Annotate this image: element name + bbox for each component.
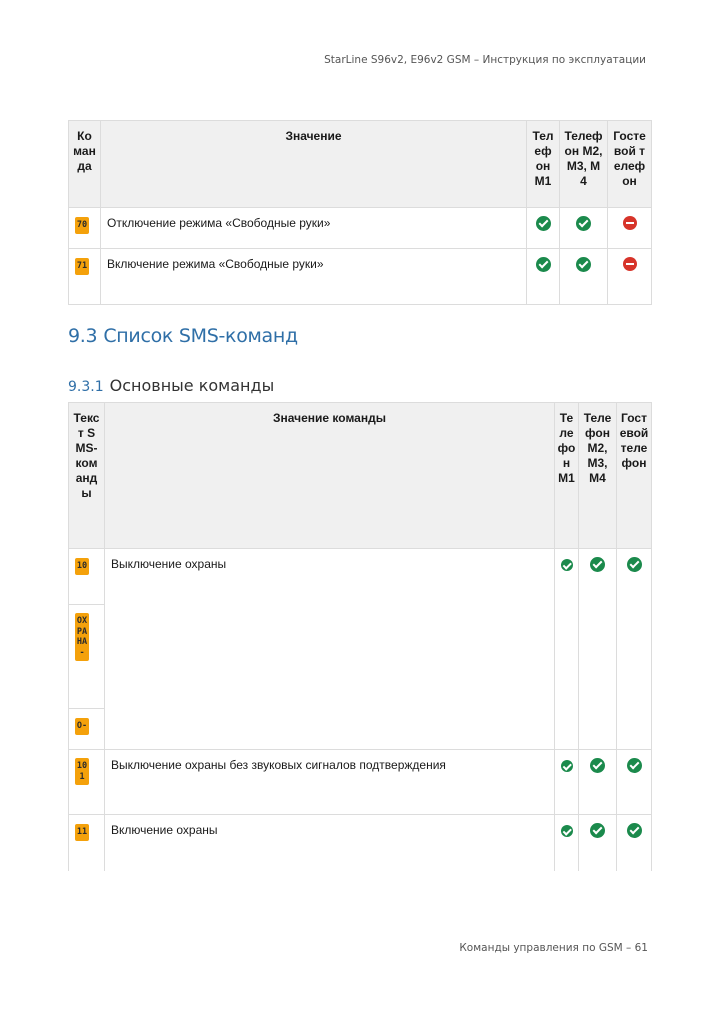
description-cell	[105, 750, 555, 815]
description-cell	[105, 549, 555, 750]
check-circle-icon	[627, 823, 642, 838]
minus-circle-icon	[623, 216, 637, 230]
command-cell	[69, 249, 101, 305]
check-circle-icon	[590, 823, 605, 838]
command-description: Включение режима «Свободные руки»	[107, 257, 324, 271]
table-row	[69, 815, 652, 871]
command-description: Выключение охраны без звуковых сигналов подтверждения	[111, 758, 446, 772]
command-cell	[69, 208, 101, 249]
page-header: StarLine S96v2, E96v2 GSM – Инструкция по эксплуатации	[324, 54, 646, 66]
column-header-value: Значение команды	[105, 403, 555, 549]
table-row	[69, 549, 652, 605]
command-code-badge: О-	[75, 718, 89, 735]
subsection-title	[68, 376, 274, 395]
command-cell	[69, 709, 105, 750]
check-circle-icon	[536, 216, 551, 231]
subsection-number: 9.3.1	[68, 379, 104, 395]
command-code-badge: 11	[75, 824, 89, 841]
section-number: 9.3	[68, 325, 98, 347]
command-code-badge: ОХРАНА-	[75, 613, 89, 661]
subsection-title-text: Основные команды	[109, 376, 275, 395]
description-cell	[101, 208, 527, 249]
check-circle-icon	[561, 760, 573, 772]
command-description: Выключение охраны	[111, 557, 227, 571]
description-cell	[101, 249, 527, 305]
command-code-badge: 10	[75, 558, 89, 575]
command-code-badge: 71	[75, 258, 89, 275]
column-header-sms-text: Текст SMS-команды	[69, 403, 105, 549]
command-cell	[69, 605, 105, 709]
minus-circle-icon	[623, 257, 637, 271]
commands-table-sms	[68, 402, 652, 871]
check-circle-icon	[561, 559, 573, 571]
command-description: Отключение режима «Свободные руки»	[107, 216, 331, 230]
command-cell	[69, 549, 105, 605]
command-cell	[69, 750, 105, 815]
check-circle-icon	[590, 557, 605, 572]
command-code-badge: 70	[75, 217, 89, 234]
section-title	[68, 325, 298, 347]
column-header-phone-m2-m4: Телефон М2, М3, М4	[579, 403, 617, 549]
column-header-command: Команда	[69, 121, 101, 208]
column-header-guest-phone: Гостевой телефон	[617, 403, 652, 549]
column-header-phone-m2-m4: Телефон М2, М3, М4	[560, 121, 608, 208]
section-title-text: Список SMS-команд	[103, 325, 298, 347]
table-row	[69, 208, 652, 249]
table-row	[69, 750, 652, 815]
table-header-row	[69, 403, 652, 549]
command-code-badge: 101	[75, 758, 89, 785]
check-circle-icon	[576, 257, 591, 272]
check-circle-icon	[590, 758, 605, 773]
check-circle-icon	[536, 257, 551, 272]
description-cell	[105, 815, 555, 871]
table-row	[69, 249, 652, 305]
check-circle-icon	[561, 825, 573, 837]
command-cell	[69, 815, 105, 871]
check-circle-icon	[627, 557, 642, 572]
check-circle-icon	[627, 758, 642, 773]
page-footer: Команды управления по GSM – 61	[459, 942, 648, 954]
column-header-phone-m1: Телефон М1	[555, 403, 579, 549]
commands-table-gsm	[68, 120, 652, 305]
check-circle-icon	[576, 216, 591, 231]
command-description: Включение охраны	[111, 823, 218, 837]
column-header-phone-m1: Телефон М1	[527, 121, 560, 208]
table-header-row	[69, 121, 652, 208]
column-header-value: Значение	[101, 121, 527, 208]
column-header-guest-phone: Гостевой телефон	[608, 121, 652, 208]
